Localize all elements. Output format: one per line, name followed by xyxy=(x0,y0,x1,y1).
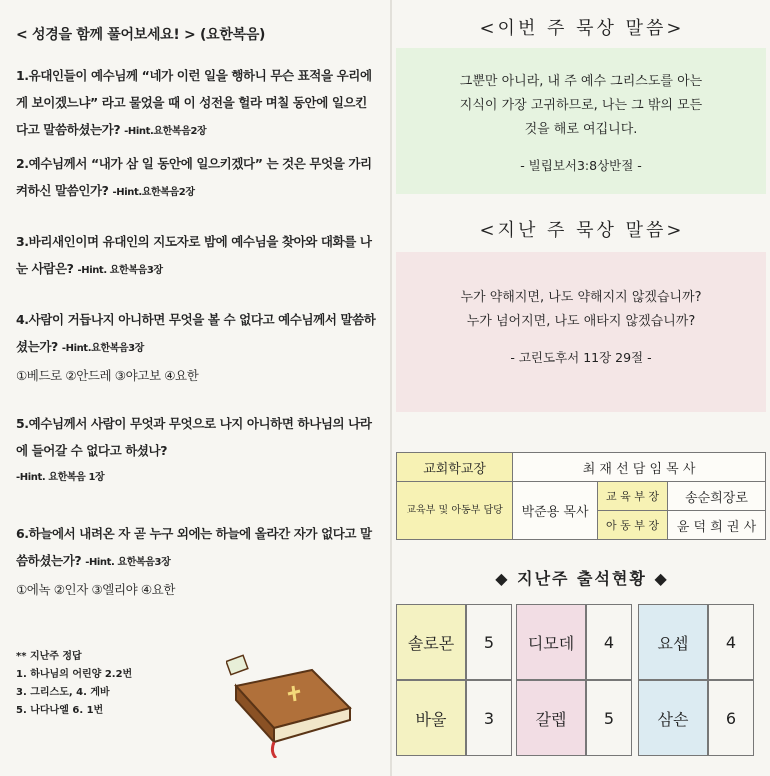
answer-line: 1. 하나님의 어린양 2.2번 xyxy=(16,669,133,680)
question-hint: -Hint.요한복음2장 xyxy=(124,126,207,137)
attendance-count: 4 xyxy=(708,604,754,680)
question-3 xyxy=(16,228,378,284)
verse-reference: - 빌립보서3:8상반절 - xyxy=(520,158,642,173)
edu-head-value: 송순희장로 xyxy=(668,482,766,511)
attendance-name: 바울 xyxy=(396,680,466,756)
question-6 xyxy=(16,520,378,603)
question-choices: ①베드로 ②안드레 ③야고보 ④요한 xyxy=(16,368,199,383)
answers-title: ** 지난주 정답 xyxy=(16,651,82,662)
question-5 xyxy=(16,410,378,491)
attendance-name: 요셉 xyxy=(638,604,708,680)
question-text: 2.예수님께서 “내가 삼 일 동안에 일으키겠다” 는 것은 무엇을 가리켜하신 말씀인가? xyxy=(16,156,372,198)
answer-line: 3. 그리스도, 4. 게바 xyxy=(16,687,110,698)
question-hint: -Hint. 요한복음3장 xyxy=(77,265,163,276)
attendance-group-col-1 xyxy=(396,604,512,756)
attendance-count: 3 xyxy=(466,680,512,756)
attendance-name: 삼손 xyxy=(638,680,708,756)
quiz-title: < 성경을 함께 풀어보세요! > (요한복음) xyxy=(16,27,266,43)
attendance-group-col-3 xyxy=(638,604,754,756)
attendance-count: 6 xyxy=(708,680,754,756)
last-week-title: <지난 주 묵상 말씀> xyxy=(479,220,685,241)
verse-line: 누가 넘어지면, 나도 애타지 않겠습니까? xyxy=(466,314,696,329)
question-2 xyxy=(16,150,378,206)
this-week-verse xyxy=(396,48,766,194)
verse-reference: - 고린도후서 11장 29절 - xyxy=(510,350,652,365)
attendance-group-col-2 xyxy=(516,604,632,756)
question-text: 5.예수님께서 사람이 무엇과 무엇으로 나지 아니하면 하나님의 나라에 들어갈 수 없다고 하셨나? xyxy=(16,416,372,458)
edu-label: 교육부 및 아동부 담당 xyxy=(397,482,513,540)
principal-value: 최 재 선 담 임 목 사 xyxy=(513,453,766,482)
child-head-label: 아 동 부 장 xyxy=(597,511,667,540)
question-choices: ①에녹 ②인자 ③엘리야 ④요한 xyxy=(16,582,176,597)
principal-label: 교회학교장 xyxy=(397,453,513,482)
bible-illustration xyxy=(226,648,358,758)
column-divider xyxy=(390,0,392,776)
question-1 xyxy=(16,62,378,145)
question-4 xyxy=(16,306,378,389)
attendance-name: 솔로몬 xyxy=(396,604,466,680)
attendance-name: 갈렙 xyxy=(516,680,586,756)
question-hint: -Hint. 요한복음 1장 xyxy=(16,472,105,483)
this-week-title: <이번 주 묵상 말씀> xyxy=(479,18,685,39)
bulletin-panel xyxy=(394,0,770,776)
question-text: 6.하늘에서 내려온 자 곧 누구 외에는 하늘에 올라간 자가 없다고 말씀하셨는가? xyxy=(16,526,372,568)
question-text: 3.바리새인이며 유대인의 지도자로 밤에 예수님을 찾아와 대화를 나눈 사람은? xyxy=(16,234,372,276)
last-week-verse xyxy=(396,252,766,412)
verse-line: 지식이 가장 고귀하므로, 나는 그 밖의 모든 xyxy=(459,98,703,113)
question-hint: -Hint. 요한복음3장 xyxy=(85,557,171,568)
attendance-count: 4 xyxy=(586,604,632,680)
edu-head-label: 교 육 부 장 xyxy=(597,482,667,511)
question-text: 1.유대인들이 예수님께 “네가 이런 일을 행하니 무슨 표적을 우리에게 보이겠느냐” 라고 물었을 때 이 성전을 헐라 며칠 동안에 일으킨다고 말씀하셨는가? xyxy=(16,68,372,137)
last-week-answers xyxy=(16,648,132,720)
staff-table xyxy=(396,452,766,540)
question-hint: -Hint.요한복음3장 xyxy=(61,343,144,354)
attendance-count: 5 xyxy=(466,604,512,680)
edu-value: 박준용 목사 xyxy=(513,482,598,540)
verse-line: 그뿐만 아니라, 내 주 예수 그리스도를 아는 xyxy=(459,74,703,89)
child-head-value: 윤 덕 희 권 사 xyxy=(668,511,766,540)
question-hint: -Hint.요한복음2장 xyxy=(112,187,195,198)
attendance-count: 5 xyxy=(586,680,632,756)
attendance-title: ◆ 지난주 출석현황 ◆ xyxy=(495,569,669,588)
answer-line: 5. 나다나엘 6. 1번 xyxy=(16,705,104,716)
question-text: 4.사람이 거듭나지 아니하면 무엇을 볼 수 없다고 예수님께서 말씀하셨는가? xyxy=(16,312,376,354)
attendance-name: 디모데 xyxy=(516,604,586,680)
verse-line: 누가 약해지면, 나도 약해지지 않겠습니까? xyxy=(460,290,702,305)
verse-line: 것을 해로 여깁니다. xyxy=(524,122,638,137)
